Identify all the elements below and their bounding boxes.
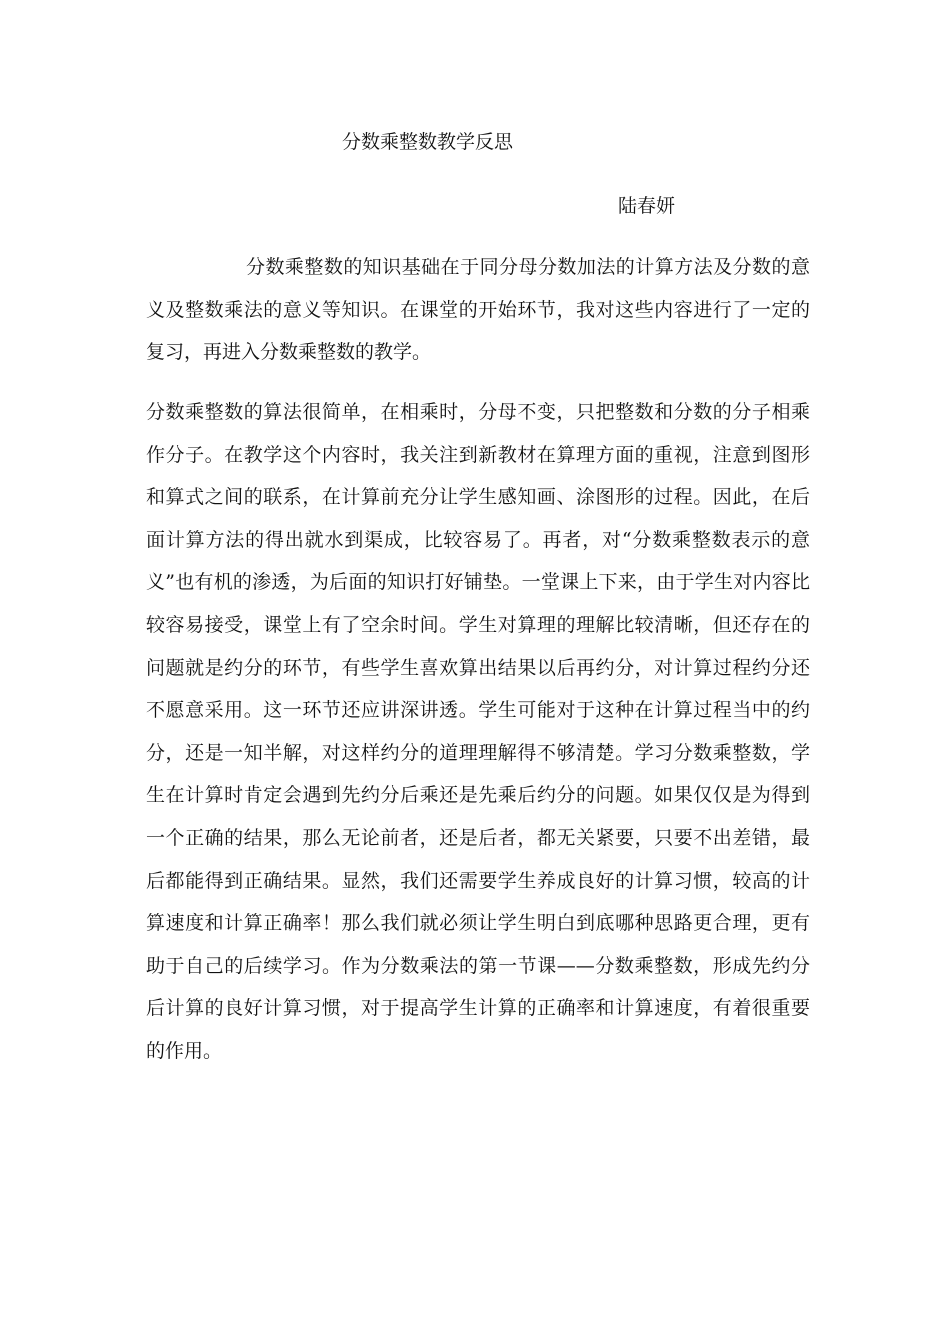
paragraph-1: 分数乘整数的知识基础在于同分母分数加法的计算方法及分数的意义及整数乘法的意义等知识。在课堂的开始环节，我对这些内容进行了一定的复习，再进入分数乘整数的教学。 <box>146 256 810 364</box>
document-title: 分数乘整数教学反思 <box>342 131 514 153</box>
document-author: 陆春妍 <box>618 195 676 217</box>
paragraph-2: 分数乘整数的算法很简单，在相乘时，分母不变，只把整数和分数的分子相乘作分子。在教学这个内容时，我关注到新教材在算理方面的重视，注意到图形和算式之间的联系，在计算前充分让学生感知画、涂图形的过程。因此，在后面计算方法的得出就水到渠成，比较容易了。再者，对“分数乘整数表示的意义”也有机的渗透，为后面的知识打好铺垫。一堂课上下来，由于学生对内容比较容易接受，课堂上有了空余时间。学生对算理的理解比较清晰，但还存在的问题就是约分的环节，有些学生喜欢算出结果以后再约分，对计算过程约分还不愿意采用。这一环节还应讲深讲透。学生可能对于这种在计算过程当中的约分，还是一知半解，对这样约分的道理理解得不够清楚。学习分数乘整数，学生在计算时肯定会遇到先约分后乘还是先乘后约分的问题。如果仅仅是为得到一个正确的结果，那么无论前者，还是后者，都无关紧要，只要不出差错，最后都能得到正确结果。显然，我们还需要学生养成良好的计算习惯，较高的计算速度和计算正确率！那么我们就必须让学生明白到底哪种思路更合理，更有助于自己的后续学习。作为分数乘法的第一节课——分数乘整数，形成先约分后计算的良好计算习惯，对于提高学生计算的正确率和计算速度，有着很重要的作用。 <box>146 401 810 1062</box>
